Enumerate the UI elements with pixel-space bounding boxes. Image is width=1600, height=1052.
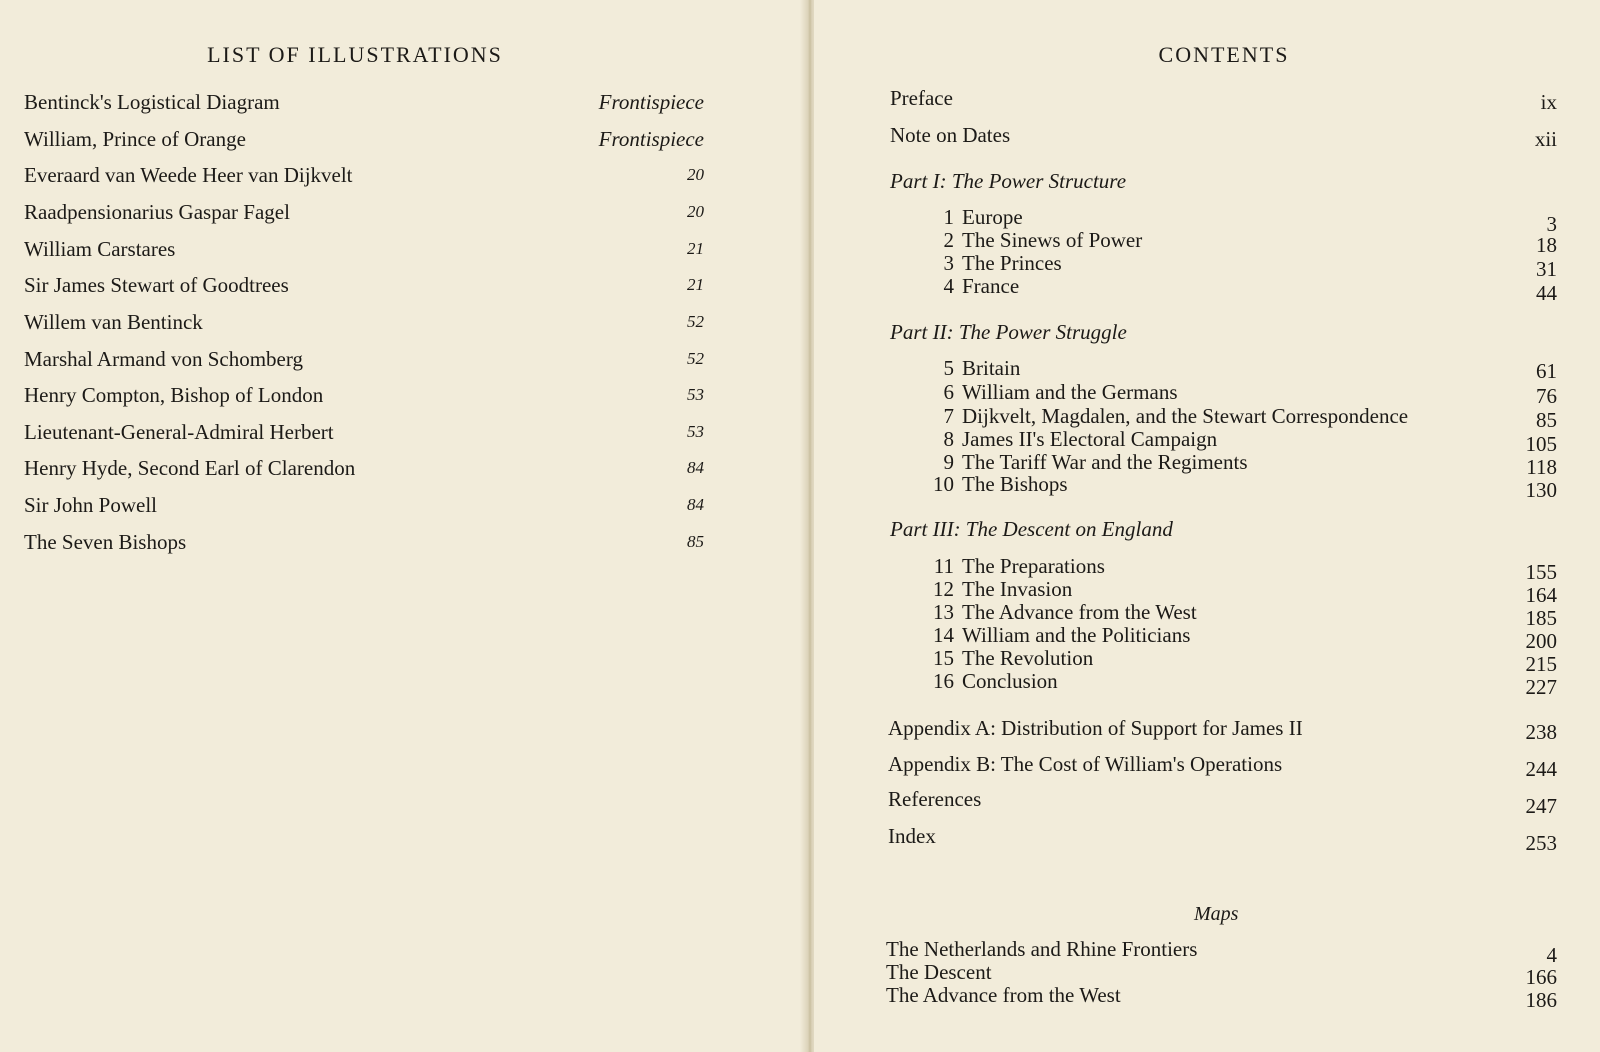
illustration-row [24, 456, 704, 486]
toc-back-title: Appendix A: Distribution of Support for James II [888, 716, 1303, 740]
illustration-page: 84 [687, 495, 704, 514]
chapter-page: 130 [1525, 478, 1557, 502]
illustration-title: William, Prince of Orange [24, 127, 246, 151]
chapter-number: 10 [933, 472, 954, 496]
chapter-title: The Revolution [962, 646, 1094, 670]
chapter-title: Dijkvelt, Magdalen, and the Stewart Correspondence [962, 404, 1409, 428]
toc-front-page: ix [1540, 90, 1557, 114]
illustration-title: Raadpensionarius Gaspar Fagel [24, 200, 290, 224]
illustration-page: 21 [687, 239, 704, 258]
chapter-title: James II's Electoral Campaign [962, 427, 1218, 451]
chapter-number: 5 [943, 356, 954, 380]
illustration-title: Bentinck's Logistical Diagram [24, 90, 280, 114]
chapter-page: 61 [1536, 359, 1557, 383]
chapter-title: The Bishops [962, 472, 1068, 496]
chapter-number: 4 [943, 274, 954, 298]
chapter-title: William and the Politicians [962, 623, 1191, 647]
chapter-page: 215 [1525, 652, 1557, 676]
contents-heading: CONTENTS [1158, 42, 1290, 67]
illustration-row [24, 383, 704, 413]
chapter-page: 155 [1525, 560, 1557, 584]
illustration-row [24, 493, 704, 523]
chapter-number: 11 [933, 554, 954, 578]
part-title: Part III: The Descent on England [890, 517, 1173, 541]
chapter-number: 2 [943, 228, 954, 252]
part-title: Part I: The Power Structure [890, 169, 1127, 193]
illustration-page: 85 [687, 532, 704, 551]
illustration-row [24, 310, 704, 340]
illustration-row [24, 347, 704, 377]
toc-front-title: Preface [890, 86, 953, 110]
chapter-number: 9 [943, 450, 954, 474]
map-page: 166 [1525, 965, 1557, 989]
map-page: 186 [1525, 988, 1557, 1012]
illustration-page: 53 [687, 385, 704, 404]
chapter-number: 3 [943, 251, 954, 275]
map-title: The Netherlands and Rhine Frontiers [886, 937, 1198, 961]
illustration-page: 52 [687, 349, 704, 368]
chapter-page: 85 [1536, 408, 1557, 432]
chapter-number: 1 [943, 205, 954, 229]
map-title: The Advance from the West [886, 983, 1121, 1007]
illustration-title: Sir James Stewart of Goodtrees [24, 273, 289, 297]
illustration-row [24, 530, 704, 560]
illustration-row [24, 237, 704, 267]
illustration-page: 53 [687, 422, 704, 441]
chapter-title: Conclusion [962, 669, 1058, 693]
illustration-page: 21 [687, 275, 704, 294]
chapter-page: 31 [1536, 257, 1557, 281]
chapter-title: France [962, 274, 1020, 298]
toc-back-title: Index [888, 824, 936, 848]
chapter-page: 118 [1526, 455, 1557, 479]
map-page: 4 [1546, 943, 1557, 967]
illustration-row [24, 420, 704, 450]
map-title: The Descent [886, 960, 992, 984]
toc-front-title: Note on Dates [890, 123, 1011, 147]
illustration-page: Frontispiece [598, 127, 704, 151]
illustration-page: 84 [687, 458, 704, 477]
illustrations-heading: LIST OF ILLUSTRATIONS [207, 42, 503, 67]
illustration-title: William Carstares [24, 237, 176, 261]
illustration-title: Lieutenant-General-Admiral Herbert [24, 420, 334, 444]
chapter-title: Britain [962, 356, 1021, 380]
chapter-page: 3 [1546, 212, 1557, 236]
chapter-page: 105 [1525, 432, 1557, 456]
chapter-number: 7 [943, 404, 954, 428]
chapter-page: 44 [1536, 281, 1557, 305]
chapter-number: 6 [943, 380, 954, 404]
illustration-title: Marshal Armand von Schomberg [24, 347, 303, 371]
chapter-number: 14 [933, 623, 954, 647]
illustration-row [24, 163, 704, 193]
chapter-title: The Tariff War and the Regiments [962, 450, 1248, 474]
illustration-row [24, 273, 704, 303]
right-page [814, 0, 1600, 1052]
toc-back-page: 253 [1525, 831, 1557, 855]
chapter-page: 227 [1525, 675, 1557, 699]
illustration-title: The Seven Bishops [24, 530, 187, 554]
chapter-title: Europe [962, 205, 1023, 229]
chapter-title: The Sinews of Power [962, 228, 1143, 252]
illustration-page: 20 [687, 165, 704, 184]
chapter-number: 12 [933, 577, 954, 601]
chapter-page: 18 [1536, 233, 1557, 257]
illustration-page: Frontispiece [598, 90, 704, 114]
chapter-page: 164 [1525, 583, 1557, 607]
illustration-row [24, 127, 704, 157]
illustration-page: 52 [687, 312, 704, 331]
chapter-title: William and the Germans [962, 380, 1178, 404]
illustration-row [24, 90, 704, 120]
illustration-title: Sir John Powell [24, 493, 158, 517]
chapter-page: 76 [1536, 384, 1557, 408]
chapter-number: 8 [943, 427, 954, 451]
illustration-title: Willem van Bentinck [24, 310, 203, 334]
toc-back-page: 247 [1525, 794, 1557, 818]
chapter-number: 15 [933, 646, 954, 670]
illustration-title: Henry Hyde, Second Earl of Clarendon [24, 456, 356, 480]
toc-back-title: References [888, 787, 982, 811]
toc-back-page: 244 [1525, 757, 1557, 781]
chapter-page: 185 [1525, 606, 1557, 630]
chapter-title: The Princes [962, 251, 1062, 275]
illustration-page: 20 [687, 202, 704, 221]
illustration-title: Everaard van Weede Heer van Dijkvelt [24, 163, 353, 187]
illustration-title: Henry Compton, Bishop of London [24, 383, 324, 407]
chapter-title: The Advance from the West [962, 600, 1197, 624]
chapter-title: The Invasion [962, 577, 1073, 601]
toc-back-title: Appendix B: The Cost of William's Operations [888, 752, 1283, 776]
illustration-row [24, 200, 704, 230]
chapter-number: 13 [933, 600, 954, 624]
maps-heading: Maps [1194, 903, 1239, 925]
chapter-title: The Preparations [962, 554, 1105, 578]
part-title: Part II: The Power Struggle [890, 320, 1127, 344]
toc-back-page: 238 [1525, 720, 1557, 744]
toc-front-page: xii [1534, 127, 1557, 151]
chapter-page: 200 [1525, 629, 1557, 653]
chapter-number: 16 [933, 669, 954, 693]
